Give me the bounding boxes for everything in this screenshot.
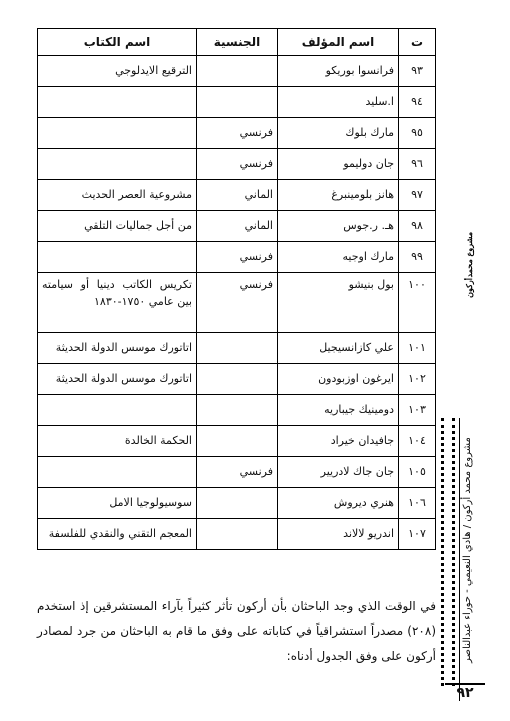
header-num: ت: [399, 29, 436, 56]
row-author: جافيدان خيراد: [278, 426, 399, 457]
table-row: [38, 488, 436, 519]
authors-table: [37, 28, 436, 550]
row-book: [38, 149, 197, 180]
row-author: علي كازانسيجيل: [278, 333, 399, 364]
row-num: ١٠٢: [399, 364, 436, 395]
row-author: هانز بلومينبرغ: [278, 180, 399, 211]
side-divider: [459, 418, 460, 701]
row-book: [38, 242, 197, 273]
row-author: مارك بلوك: [278, 118, 399, 149]
row-num: ١٠٦: [399, 488, 436, 519]
row-num: ١٠٤: [399, 426, 436, 457]
row-nationality: [197, 488, 278, 519]
table-row: [38, 56, 436, 87]
row-book: [38, 457, 197, 488]
row-num: ١٠٠: [399, 273, 436, 333]
row-nationality: [197, 333, 278, 364]
row-author: هنري ديروش: [278, 488, 399, 519]
table-row: [38, 87, 436, 118]
row-nationality: [197, 87, 278, 118]
row-book: المعجم التقني والنقدي للفلسفة: [38, 519, 197, 550]
row-book: مشروعية العصر الحديث: [38, 180, 197, 211]
row-num: ٩٥: [399, 118, 436, 149]
row-book: من أجل جماليات التلقي: [38, 211, 197, 242]
row-author: فرانسوا بوريكو: [278, 56, 399, 87]
row-nationality: [197, 395, 278, 426]
row-author: دومينيك جيباريه: [278, 395, 399, 426]
table-row: [38, 273, 436, 333]
row-nationality: فرنسي: [197, 118, 278, 149]
row-author: جان دوليمو: [278, 149, 399, 180]
table-header-row: [38, 29, 436, 56]
row-num: ٩٧: [399, 180, 436, 211]
table-row: [38, 149, 436, 180]
running-title: مشروع محمد أركون / هادي النعيمي - حوراء عبدالناصر: [462, 437, 473, 664]
table-row: [38, 457, 436, 488]
table-row: [38, 426, 436, 457]
row-num: ٩٤: [399, 87, 436, 118]
table-row: [38, 180, 436, 211]
page-number: ٩٢: [445, 683, 485, 707]
row-book: اتاتورك موسس الدولة الحديثة: [38, 364, 197, 395]
table-row: [38, 395, 436, 426]
table-body: [38, 56, 436, 550]
row-book: [38, 87, 197, 118]
row-nationality: الماني: [197, 211, 278, 242]
table-row: [38, 118, 436, 149]
row-num: ٩٣: [399, 56, 436, 87]
row-nationality: الماني: [197, 180, 278, 211]
row-author: ايرغون اوزبودون: [278, 364, 399, 395]
row-nationality: فرنسي: [197, 149, 278, 180]
row-num: ١٠٧: [399, 519, 436, 550]
row-author: جان جاك لادريير: [278, 457, 399, 488]
book-logo: مشروع محمد أركون: [464, 232, 474, 298]
table-row: [38, 364, 436, 395]
row-nationality: [197, 364, 278, 395]
table-row: [38, 242, 436, 273]
row-book: [38, 395, 197, 426]
row-book: [38, 118, 197, 149]
row-author: بول بنيشو: [278, 273, 399, 333]
table-row: [38, 211, 436, 242]
row-author: ا.سليد: [278, 87, 399, 118]
row-nationality: [197, 56, 278, 87]
row-author: هـ. ر.جوس: [278, 211, 399, 242]
row-book: الترقيع الايدلوجي: [38, 56, 197, 87]
row-nationality: فرنسي: [197, 242, 278, 273]
row-num: ١٠٥: [399, 457, 436, 488]
row-nationality: فرنسي: [197, 273, 278, 333]
table-row: [38, 333, 436, 364]
row-author: اندريو لالاند: [278, 519, 399, 550]
header-book: اسم الكتاب: [38, 29, 197, 56]
row-num: ٩٨: [399, 211, 436, 242]
row-book: سوسيولوجيا الامل: [38, 488, 197, 519]
side-decorative-border: [441, 418, 455, 686]
row-nationality: [197, 426, 278, 457]
header-author: اسم المؤلف: [278, 29, 399, 56]
row-num: ٩٩: [399, 242, 436, 273]
row-book: تكريس الكاتب دينيا أو سيامته بين عامي ١٧٥٠-١٨٣٠: [38, 273, 197, 333]
body-paragraph: في الوقت الذي وجد الباحثان بأن أركون تأثر كثيراً بآراء المستشرقين إذ استخدم (٢٠٨) مصدراً استشراقياً في كتاباته على وفق ما قام به الباحثان من جرد لمصادر أركون على وفق الجدول أدناه:: [37, 599, 436, 663]
row-num: ١٠١: [399, 333, 436, 364]
row-num: ١٠٣: [399, 395, 436, 426]
row-num: ٩٦: [399, 149, 436, 180]
row-nationality: فرنسي: [197, 457, 278, 488]
row-book: الحكمة الخالدة: [38, 426, 197, 457]
table-row: [38, 519, 436, 550]
row-nationality: [197, 519, 278, 550]
row-author: مارك اوجيه: [278, 242, 399, 273]
row-book: اتاتورك موسس الدولة الحديثة: [38, 333, 197, 364]
header-nationality: الجنسية: [197, 29, 278, 56]
